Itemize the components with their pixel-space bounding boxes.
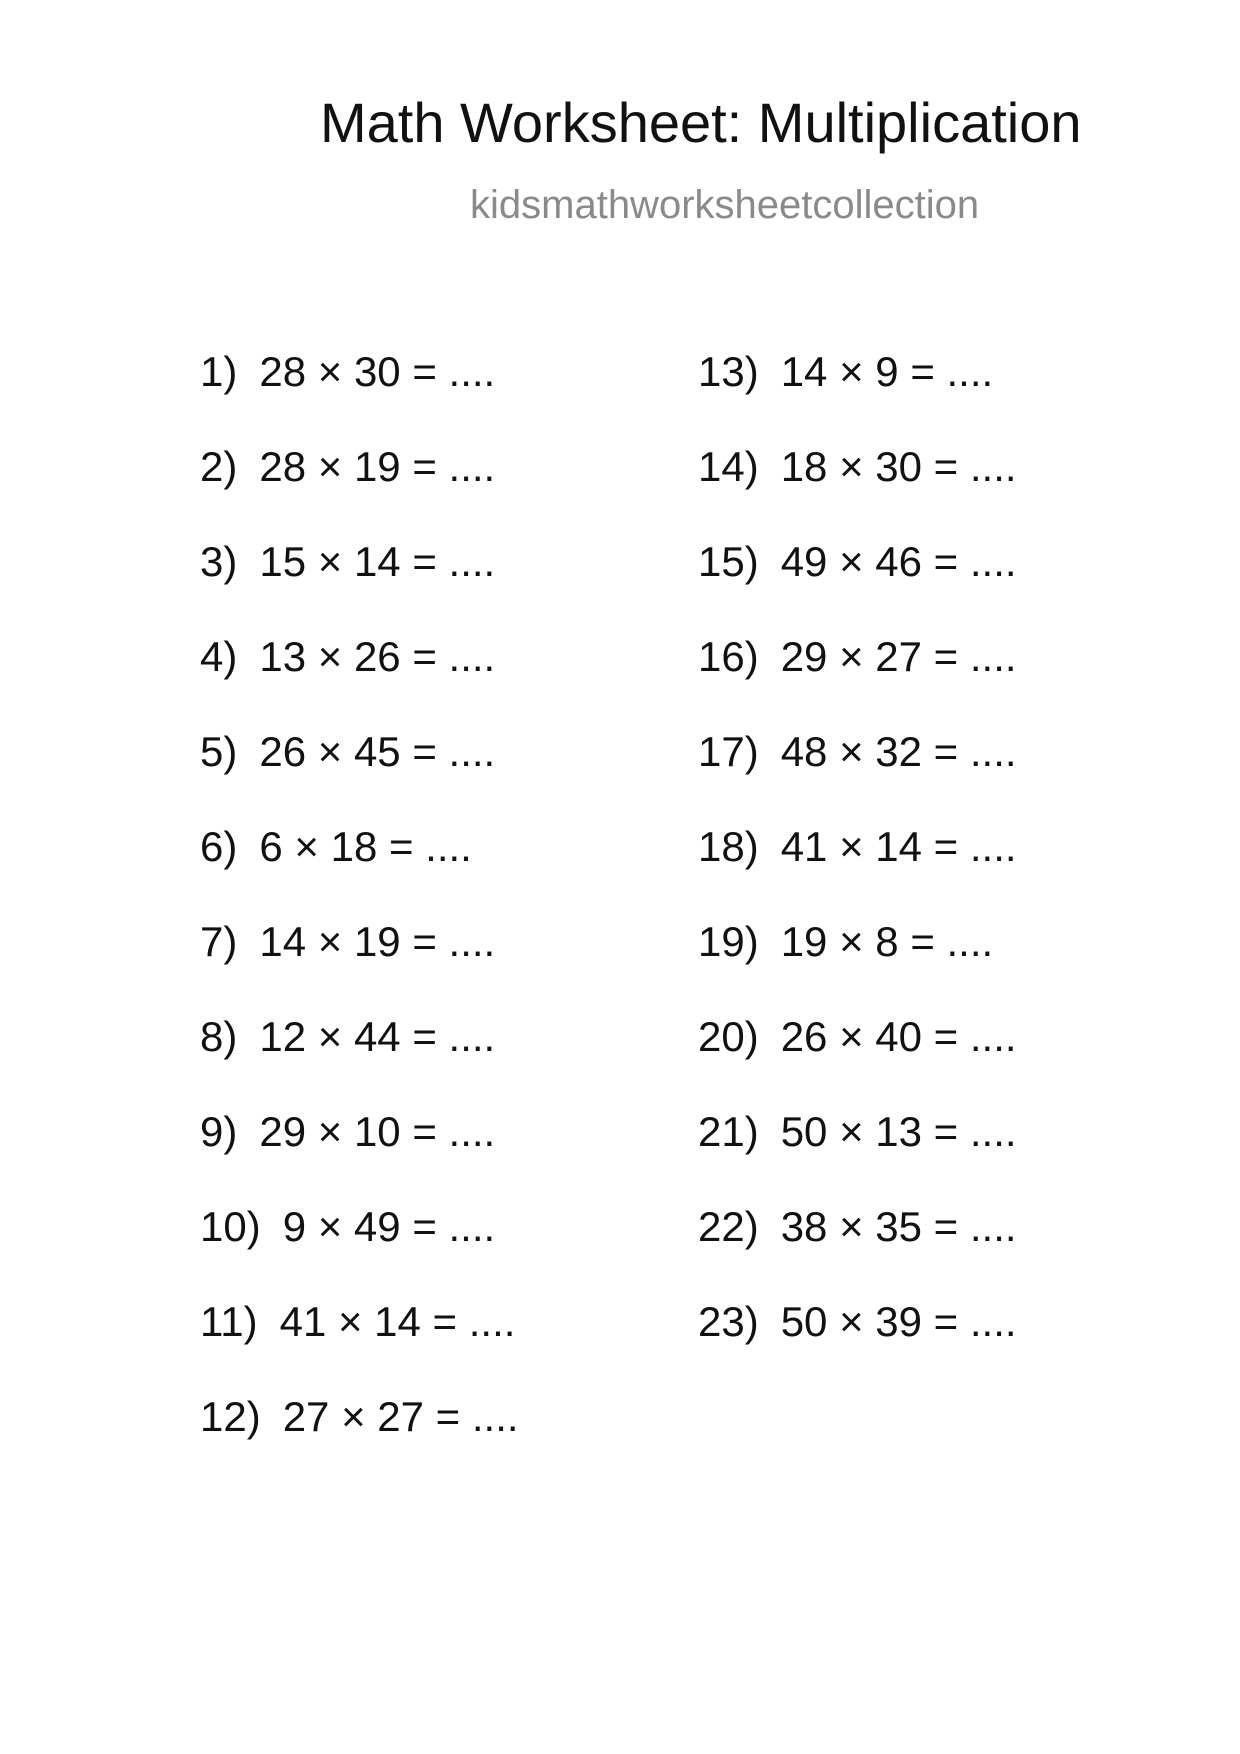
problem-number: 10): [200, 1203, 261, 1250]
problem-item: [698, 1203, 1017, 1298]
problem-item: [200, 918, 519, 1013]
problem-item: [200, 1203, 519, 1298]
problem-column-right: [698, 348, 1017, 1393]
problem-item: [698, 1298, 1017, 1393]
problem-expression: 9 × 49 = ....: [282, 1203, 496, 1250]
problem-number: 4): [200, 633, 238, 680]
problem-item: [698, 1013, 1017, 1108]
problem-number: 18): [698, 823, 759, 870]
page-subtitle: kidsmathworksheetcollection: [470, 183, 980, 227]
problem-column-left: [200, 348, 519, 1488]
problem-item: [698, 918, 1017, 1013]
problem-item: [698, 728, 1017, 823]
page-title: Math Worksheet: Multiplication: [320, 91, 1082, 154]
problem-number: 3): [200, 538, 238, 585]
problem-expression: 28 × 19 = ....: [259, 443, 496, 490]
problem-number: 2): [200, 443, 238, 490]
problem-expression: 13 × 26 = ....: [259, 633, 496, 680]
problem-item: [200, 538, 519, 633]
problem-number: 1): [200, 348, 238, 395]
problem-number: 9): [200, 1108, 238, 1155]
problem-expression: 49 × 46 = ....: [780, 538, 1017, 585]
problem-item: [200, 1013, 519, 1108]
problem-expression: 19 × 8 = ....: [780, 918, 994, 965]
problem-expression: 15 × 14 = ....: [259, 538, 496, 585]
problem-item: [200, 443, 519, 538]
problem-item: [200, 348, 519, 443]
problem-number: 21): [698, 1108, 759, 1155]
problem-expression: 38 × 35 = ....: [780, 1203, 1017, 1250]
problem-expression: 27 × 27 = ....: [282, 1393, 519, 1440]
problem-item: [200, 1108, 519, 1203]
problem-number: 19): [698, 918, 759, 965]
problem-number: 16): [698, 633, 759, 680]
problem-expression: 12 × 44 = ....: [259, 1013, 496, 1060]
problem-number: 6): [200, 823, 238, 870]
problem-item: [698, 823, 1017, 918]
problem-number: 7): [200, 918, 238, 965]
problem-number: 14): [698, 443, 759, 490]
problem-number: 8): [200, 1013, 238, 1060]
problem-expression: 48 × 32 = ....: [780, 728, 1017, 775]
problem-item: [200, 728, 519, 823]
problem-expression: 26 × 40 = ....: [780, 1013, 1017, 1060]
problem-number: 17): [698, 728, 759, 775]
problem-item: [200, 633, 519, 728]
problem-number: 13): [698, 348, 759, 395]
problem-item: [698, 348, 1017, 443]
problem-expression: 28 × 30 = ....: [259, 348, 496, 395]
problem-expression: 29 × 27 = ....: [780, 633, 1017, 680]
problem-item: [200, 1298, 519, 1393]
problem-expression: 26 × 45 = ....: [259, 728, 496, 775]
problem-number: 20): [698, 1013, 759, 1060]
problem-item: [698, 1108, 1017, 1203]
problem-number: 22): [698, 1203, 759, 1250]
problem-expression: 50 × 13 = ....: [780, 1108, 1017, 1155]
problem-expression: 18 × 30 = ....: [780, 443, 1017, 490]
problem-expression: 41 × 14 = ....: [279, 1298, 516, 1345]
problem-expression: 41 × 14 = ....: [780, 823, 1017, 870]
problem-expression: 14 × 9 = ....: [780, 348, 994, 395]
problem-number: 5): [200, 728, 238, 775]
problem-expression: 14 × 19 = ....: [259, 918, 496, 965]
problem-expression: 6 × 18 = ....: [259, 823, 472, 870]
problem-number: 12): [200, 1393, 261, 1440]
problem-item: [698, 443, 1017, 538]
problem-number: 15): [698, 538, 759, 585]
problem-number: 11): [200, 1298, 258, 1345]
problem-expression: 29 × 10 = ....: [259, 1108, 496, 1155]
problem-list: [0, 348, 1240, 1448]
problem-item: [200, 1393, 519, 1488]
problem-item: [698, 538, 1017, 633]
problem-item: [698, 633, 1017, 728]
problem-expression: 50 × 39 = ....: [780, 1298, 1017, 1345]
problem-number: 23): [698, 1298, 759, 1345]
problem-item: [200, 823, 519, 918]
